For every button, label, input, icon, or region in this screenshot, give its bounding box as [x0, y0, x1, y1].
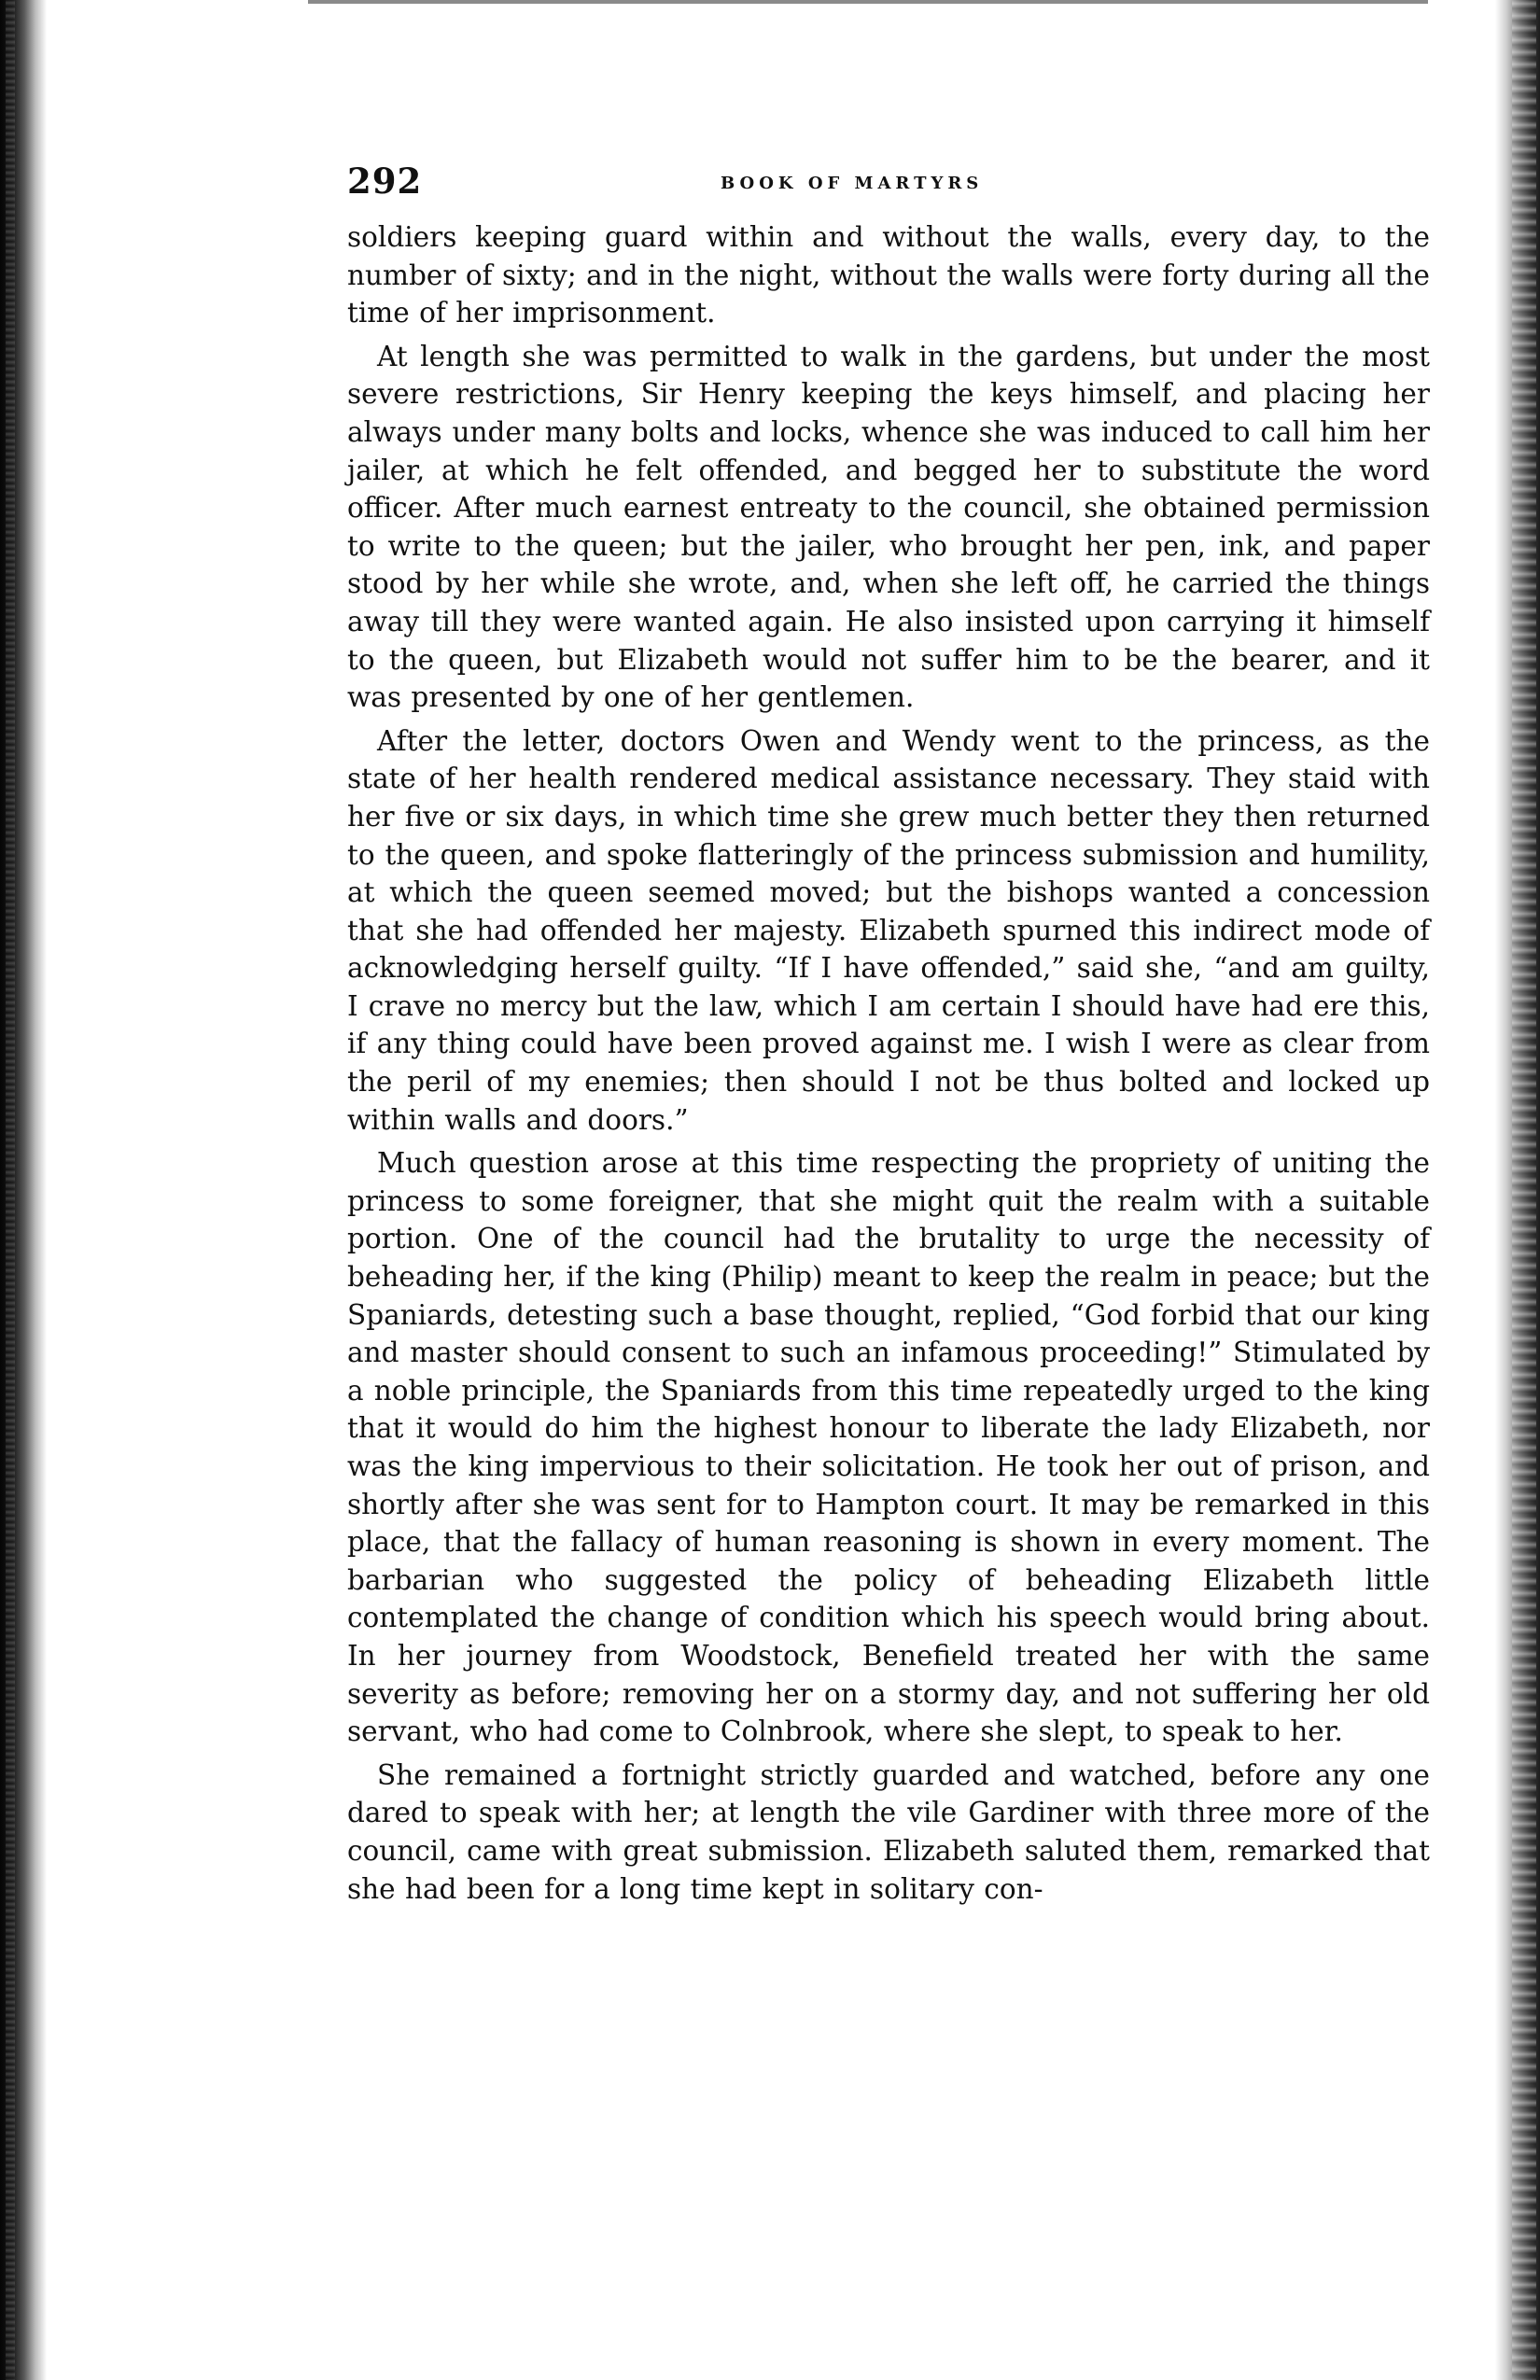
page-number: 292 [347, 161, 423, 202]
book-page [347, 140, 1430, 1913]
paragraph: Much question arose at this time respecting the propriety of uniting the princess to some foreigner, that she might quit the realm with a suitable portion. One of the council had the brutality to urge the necessity of beheading her, if the king (Philip) meant to keep the realm in peace; but the Spaniards, detesting such a base thought, replied, “God forbid that our king and master should consent to such an infamous proceeding!” Stimulated by a noble principle, the Spaniards from this time repeatedly urged to the king that it would do him the highest honour to liberate the lady Elizabeth, nor was the king impervious to their solicitation. He took her out of prison, and shortly after she was sent for to Hampton court. It may be remarked in this place, that the fallacy of human reasoning is shown in every moment. The barbarian who suggested the policy of beheading Elizabeth little contemplated the change of condition which his speech would bring about. In her journey from Woodstock, Benefield treated her with the same severity as before; removing her on a stormy day, and not suffering her old servant, who had come to Colnbrook, where she slept, to speak to her. [347, 1147, 1430, 1748]
paragraph: She remained a fortnight strictly guarded and watched, before any one dared to speak with her; at length the vile Gardiner with three more of the council, came with great submission. Elizabeth saluted them, remarked that she had been for a long time kept in solitary con- [347, 1758, 1430, 1905]
top-edge-rule [308, 0, 1428, 4]
running-title: BOOK OF MARTYRS [721, 174, 984, 193]
right-page-edge [1495, 0, 1540, 2380]
body-text [347, 218, 1430, 1908]
paragraph-continued: soldiers keeping guard within and without the walls, every day, to the number of sixty; and in the night, without the walls were forty during all the time of her imprisonment. [347, 221, 1430, 329]
left-binding-shadow [0, 0, 47, 2380]
paragraph: After the letter, doctors Owen and Wendy went to the princess, as the state of her health rendered medical assistance necessary. They staid with her five or six days, in which time she grew much better they then returned to the queen, and spoke flatteringly of the princess submission and humility, at which the queen seemed moved; but the bishops wanted a concession that she had offended her majesty. Elizabeth spurned this indirect mode of acknowledging herself guilty. “If I have offended,” said she, “and am guilty, I crave no mercy but the law, which I am certain I should have had ere this, if any thing could have been proved against me. I wish I were as clear from the peril of my enemies; then should I not be thus bolted and locked up within walls and doors.” [347, 724, 1430, 1136]
running-head [347, 140, 1430, 218]
paragraph: At length she was permitted to walk in the gardens, but under the most severe restrictions, Sir Henry keeping the keys himself, and placing her always under many bolts and locks, whence she was induced to call him her jailer, at which he felt offended, and begged her to substitute the word officer. After much earnest entreaty to the council, she obtained permission to write to the queen; but the jailer, who brought her pen, ink, and paper stood by her while she wrote, and, when she left off, he carried the things away till they were wanted again. He also insisted upon carrying it himself to the queen, but Elizabeth would not suffer him to be the bearer, and it was presented by one of her gentlemen. [347, 340, 1430, 714]
